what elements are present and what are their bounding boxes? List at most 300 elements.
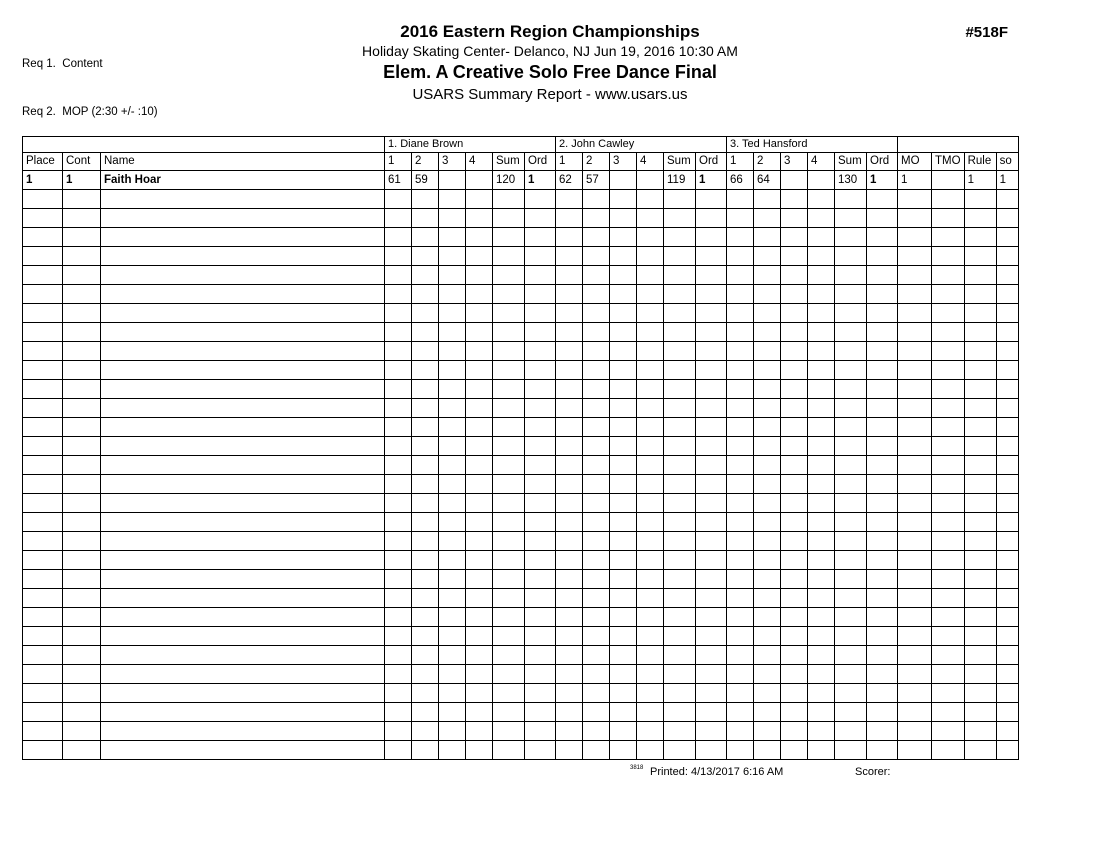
empty-cell: [664, 703, 696, 722]
empty-cell: [23, 475, 63, 494]
empty-row: [23, 703, 1019, 722]
empty-cell: [385, 456, 412, 475]
empty-cell: [63, 703, 101, 722]
empty-cell: [932, 475, 965, 494]
judge2-score2-cell: 57: [583, 171, 610, 190]
empty-cell: [867, 209, 898, 228]
empty-cell: [439, 722, 466, 741]
empty-cell: [439, 228, 466, 247]
empty-cell: [932, 741, 965, 760]
col-header-judge2-score2: 2: [583, 153, 610, 171]
empty-cell: [610, 228, 637, 247]
empty-cell: [466, 323, 493, 342]
summary-table: [22, 136, 1019, 760]
empty-cell: [696, 475, 727, 494]
empty-cell: [781, 722, 808, 741]
empty-cell: [439, 665, 466, 684]
empty-row: [23, 304, 1019, 323]
empty-cell: [525, 665, 556, 684]
empty-cell: [556, 361, 583, 380]
empty-cell: [610, 190, 637, 209]
empty-cell: [696, 646, 727, 665]
empty-cell: [525, 380, 556, 399]
empty-cell: [439, 342, 466, 361]
empty-cell: [835, 437, 867, 456]
empty-cell: [556, 551, 583, 570]
empty-cell: [808, 741, 835, 760]
empty-cell: [964, 361, 996, 380]
empty-cell: [525, 684, 556, 703]
empty-row: [23, 627, 1019, 646]
empty-cell: [835, 627, 867, 646]
empty-cell: [727, 437, 754, 456]
empty-cell: [23, 627, 63, 646]
empty-cell: [101, 380, 385, 399]
empty-cell: [583, 703, 610, 722]
empty-cell: [385, 494, 412, 513]
empty-cell: [835, 494, 867, 513]
empty-cell: [867, 190, 898, 209]
empty-cell: [808, 456, 835, 475]
empty-cell: [63, 646, 101, 665]
empty-cell: [898, 323, 932, 342]
empty-cell: [385, 741, 412, 760]
col-header-judge3-score1: 1: [727, 153, 754, 171]
empty-cell: [696, 437, 727, 456]
empty-cell: [439, 399, 466, 418]
empty-cell: [781, 532, 808, 551]
empty-cell: [63, 304, 101, 323]
empty-cell: [664, 513, 696, 532]
empty-cell: [493, 513, 525, 532]
empty-cell: [932, 228, 965, 247]
empty-cell: [101, 608, 385, 627]
empty-cell: [867, 456, 898, 475]
empty-cell: [466, 532, 493, 551]
empty-cell: [781, 304, 808, 323]
empty-cell: [101, 304, 385, 323]
empty-row: [23, 513, 1019, 532]
col-header-judge3-ord: Ord: [867, 153, 898, 171]
empty-cell: [63, 342, 101, 361]
empty-cell: [23, 323, 63, 342]
col-header-cont: Cont: [63, 153, 101, 171]
empty-cell: [835, 608, 867, 627]
empty-cell: [727, 608, 754, 627]
empty-cell: [23, 513, 63, 532]
empty-cell: [23, 646, 63, 665]
col-header-judge3-sum: Sum: [835, 153, 867, 171]
empty-cell: [610, 285, 637, 304]
col-header-tmo: TMO: [932, 153, 965, 171]
empty-cell: [583, 342, 610, 361]
empty-cell: [439, 570, 466, 589]
empty-cell: [696, 380, 727, 399]
judge2-sum-cell: 119: [664, 171, 696, 190]
empty-cell: [439, 190, 466, 209]
empty-cell: [754, 589, 781, 608]
empty-cell: [610, 646, 637, 665]
empty-cell: [525, 627, 556, 646]
empty-cell: [466, 361, 493, 380]
empty-cell: [525, 551, 556, 570]
empty-cell: [23, 209, 63, 228]
empty-cell: [493, 551, 525, 570]
empty-cell: [493, 722, 525, 741]
empty-cell: [556, 475, 583, 494]
empty-cell: [835, 304, 867, 323]
empty-cell: [808, 418, 835, 437]
empty-cell: [996, 703, 1018, 722]
empty-cell: [781, 228, 808, 247]
empty-cell: [664, 627, 696, 646]
empty-cell: [101, 665, 385, 684]
empty-cell: [439, 323, 466, 342]
judge2-ord-cell: 1: [696, 171, 727, 190]
empty-cell: [63, 247, 101, 266]
empty-cell: [610, 551, 637, 570]
empty-cell: [412, 266, 439, 285]
empty-cell: [932, 665, 965, 684]
empty-cell: [754, 570, 781, 589]
empty-cell: [808, 608, 835, 627]
judge1-ord-cell: 1: [525, 171, 556, 190]
empty-cell: [781, 285, 808, 304]
empty-cell: [754, 665, 781, 684]
empty-cell: [727, 209, 754, 228]
empty-cell: [583, 266, 610, 285]
empty-cell: [996, 608, 1018, 627]
empty-cell: [835, 513, 867, 532]
col-header-judge1-score4: 4: [466, 153, 493, 171]
empty-cell: [781, 361, 808, 380]
empty-cell: [664, 608, 696, 627]
empty-cell: [412, 494, 439, 513]
empty-cell: [867, 437, 898, 456]
judge2-score1-cell: 62: [556, 171, 583, 190]
report-subtitle: USARS Summary Report - www.usars.us: [412, 86, 688, 103]
empty-cell: [412, 456, 439, 475]
empty-cell: [898, 722, 932, 741]
empty-cell: [412, 209, 439, 228]
empty-cell: [556, 722, 583, 741]
empty-cell: [610, 209, 637, 228]
empty-cell: [610, 722, 637, 741]
empty-cell: [101, 418, 385, 437]
empty-cell: [637, 228, 664, 247]
empty-cell: [664, 551, 696, 570]
empty-cell: [583, 437, 610, 456]
empty-cell: [556, 209, 583, 228]
empty-cell: [835, 703, 867, 722]
col-header-judge1-score3: 3: [439, 153, 466, 171]
empty-cell: [493, 247, 525, 266]
empty-cell: [439, 608, 466, 627]
empty-cell: [835, 190, 867, 209]
empty-cell: [808, 437, 835, 456]
empty-cell: [63, 494, 101, 513]
empty-cell: [439, 551, 466, 570]
empty-cell: [583, 532, 610, 551]
empty-cell: [412, 513, 439, 532]
empty-cell: [23, 570, 63, 589]
empty-cell: [439, 475, 466, 494]
empty-cell: [556, 266, 583, 285]
empty-cell: [898, 703, 932, 722]
empty-cell: [412, 323, 439, 342]
empty-cell: [727, 627, 754, 646]
judge1-sum-cell: 120: [493, 171, 525, 190]
empty-cell: [23, 190, 63, 209]
empty-cell: [727, 399, 754, 418]
empty-cell: [439, 684, 466, 703]
empty-cell: [63, 627, 101, 646]
empty-cell: [525, 323, 556, 342]
empty-cell: [63, 285, 101, 304]
empty-cell: [932, 646, 965, 665]
empty-cell: [727, 285, 754, 304]
empty-cell: [727, 684, 754, 703]
empty-cell: [610, 418, 637, 437]
empty-cell: [610, 627, 637, 646]
empty-cell: [63, 228, 101, 247]
judge3-score3-cell: [781, 171, 808, 190]
empty-cell: [385, 342, 412, 361]
empty-cell: [932, 247, 965, 266]
empty-cell: [466, 646, 493, 665]
empty-cell: [781, 209, 808, 228]
empty-cell: [412, 399, 439, 418]
col-header-judge3-score4: 4: [808, 153, 835, 171]
empty-cell: [385, 532, 412, 551]
empty-cell: [556, 627, 583, 646]
empty-cell: [493, 608, 525, 627]
judge2-score4-cell: [637, 171, 664, 190]
empty-cell: [996, 209, 1018, 228]
empty-cell: [412, 342, 439, 361]
empty-cell: [696, 266, 727, 285]
championship-title: 2016 Eastern Region Championships: [400, 22, 700, 41]
empty-cell: [439, 285, 466, 304]
empty-cell: [898, 646, 932, 665]
empty-cell: [898, 665, 932, 684]
empty-cell: [964, 228, 996, 247]
empty-cell: [493, 361, 525, 380]
empty-cell: [835, 247, 867, 266]
empty-cell: [964, 513, 996, 532]
empty-cell: [23, 494, 63, 513]
empty-cell: [23, 532, 63, 551]
empty-cell: [583, 323, 610, 342]
empty-cell: [754, 703, 781, 722]
empty-cell: [610, 608, 637, 627]
empty-cell: [867, 513, 898, 532]
empty-cell: [63, 437, 101, 456]
empty-cell: [898, 342, 932, 361]
empty-cell: [932, 494, 965, 513]
empty-cell: [808, 342, 835, 361]
empty-cell: [964, 456, 996, 475]
col-header-place: Place: [23, 153, 63, 171]
empty-cell: [466, 722, 493, 741]
empty-cell: [101, 532, 385, 551]
empty-cell: [525, 456, 556, 475]
empty-cell: [412, 684, 439, 703]
empty-cell: [610, 342, 637, 361]
empty-cell: [583, 589, 610, 608]
tmo-cell: [932, 171, 965, 190]
empty-cell: [835, 456, 867, 475]
empty-cell: [964, 494, 996, 513]
empty-row: [23, 570, 1019, 589]
empty-cell: [781, 646, 808, 665]
empty-cell: [696, 494, 727, 513]
empty-cell: [466, 380, 493, 399]
empty-cell: [101, 247, 385, 266]
empty-cell: [996, 722, 1018, 741]
empty-cell: [964, 589, 996, 608]
empty-cell: [583, 684, 610, 703]
empty-cell: [898, 532, 932, 551]
empty-cell: [63, 589, 101, 608]
empty-cell: [493, 209, 525, 228]
empty-cell: [835, 266, 867, 285]
empty-cell: [583, 399, 610, 418]
empty-cell: [637, 380, 664, 399]
empty-cell: [781, 665, 808, 684]
empty-cell: [466, 475, 493, 494]
empty-cell: [932, 266, 965, 285]
empty-cell: [696, 741, 727, 760]
empty-cell: [727, 722, 754, 741]
empty-cell: [964, 247, 996, 266]
empty-cell: [754, 209, 781, 228]
empty-cell: [385, 437, 412, 456]
empty-cell: [867, 646, 898, 665]
empty-cell: [867, 228, 898, 247]
empty-cell: [466, 304, 493, 323]
empty-cell: [835, 570, 867, 589]
empty-cell: [996, 266, 1018, 285]
empty-cell: [63, 418, 101, 437]
empty-cell: [556, 437, 583, 456]
judge1-score1-cell: 61: [385, 171, 412, 190]
empty-cell: [932, 399, 965, 418]
empty-cell: [525, 570, 556, 589]
empty-cell: [101, 475, 385, 494]
empty-cell: [664, 722, 696, 741]
empty-cell: [556, 513, 583, 532]
empty-cell: [808, 627, 835, 646]
empty-cell: [867, 418, 898, 437]
empty-cell: [525, 475, 556, 494]
empty-cell: [23, 247, 63, 266]
col-header-mo: MO: [898, 153, 932, 171]
empty-row: [23, 456, 1019, 475]
empty-cell: [466, 741, 493, 760]
empty-cell: [583, 380, 610, 399]
empty-cell: [23, 285, 63, 304]
empty-cell: [808, 209, 835, 228]
empty-cell: [525, 209, 556, 228]
empty-cell: [637, 323, 664, 342]
empty-cell: [63, 665, 101, 684]
judge3-score1-cell: 66: [727, 171, 754, 190]
empty-cell: [867, 741, 898, 760]
empty-cell: [525, 304, 556, 323]
empty-cell: [964, 475, 996, 494]
empty-cell: [556, 418, 583, 437]
empty-cell: [556, 684, 583, 703]
judge-row-right-spacer: [898, 137, 1019, 153]
empty-row: [23, 380, 1019, 399]
empty-cell: [996, 380, 1018, 399]
title-block: [0, 22, 1100, 103]
empty-cell: [493, 475, 525, 494]
empty-cell: [932, 342, 965, 361]
empty-cell: [385, 285, 412, 304]
empty-cell: [556, 589, 583, 608]
empty-cell: [754, 247, 781, 266]
empty-cell: [664, 589, 696, 608]
empty-cell: [637, 741, 664, 760]
empty-cell: [932, 209, 965, 228]
empty-cell: [583, 285, 610, 304]
empty-cell: [932, 684, 965, 703]
empty-cell: [439, 247, 466, 266]
empty-cell: [696, 399, 727, 418]
empty-row: [23, 228, 1019, 247]
empty-cell: [23, 703, 63, 722]
empty-cell: [996, 646, 1018, 665]
empty-cell: [781, 551, 808, 570]
empty-cell: [867, 589, 898, 608]
empty-cell: [898, 456, 932, 475]
empty-cell: [637, 209, 664, 228]
empty-cell: [466, 285, 493, 304]
empty-cell: [637, 247, 664, 266]
empty-row: [23, 722, 1019, 741]
empty-cell: [696, 361, 727, 380]
empty-cell: [412, 361, 439, 380]
empty-row: [23, 247, 1019, 266]
empty-cell: [835, 589, 867, 608]
empty-cell: [583, 608, 610, 627]
empty-cell: [637, 551, 664, 570]
empty-cell: [610, 380, 637, 399]
empty-row: [23, 437, 1019, 456]
empty-cell: [754, 285, 781, 304]
empty-cell: [493, 266, 525, 285]
empty-cell: [412, 741, 439, 760]
empty-cell: [101, 228, 385, 247]
empty-cell: [583, 456, 610, 475]
empty-cell: [754, 266, 781, 285]
footer-code: 3818: [630, 765, 644, 771]
empty-cell: [867, 475, 898, 494]
empty-cell: [637, 627, 664, 646]
empty-cell: [583, 228, 610, 247]
empty-cell: [964, 323, 996, 342]
empty-cell: [835, 665, 867, 684]
empty-cell: [556, 342, 583, 361]
empty-cell: [637, 342, 664, 361]
col-header-so: so: [996, 153, 1018, 171]
empty-cell: [610, 247, 637, 266]
empty-cell: [525, 646, 556, 665]
empty-cell: [63, 513, 101, 532]
empty-row: [23, 342, 1019, 361]
